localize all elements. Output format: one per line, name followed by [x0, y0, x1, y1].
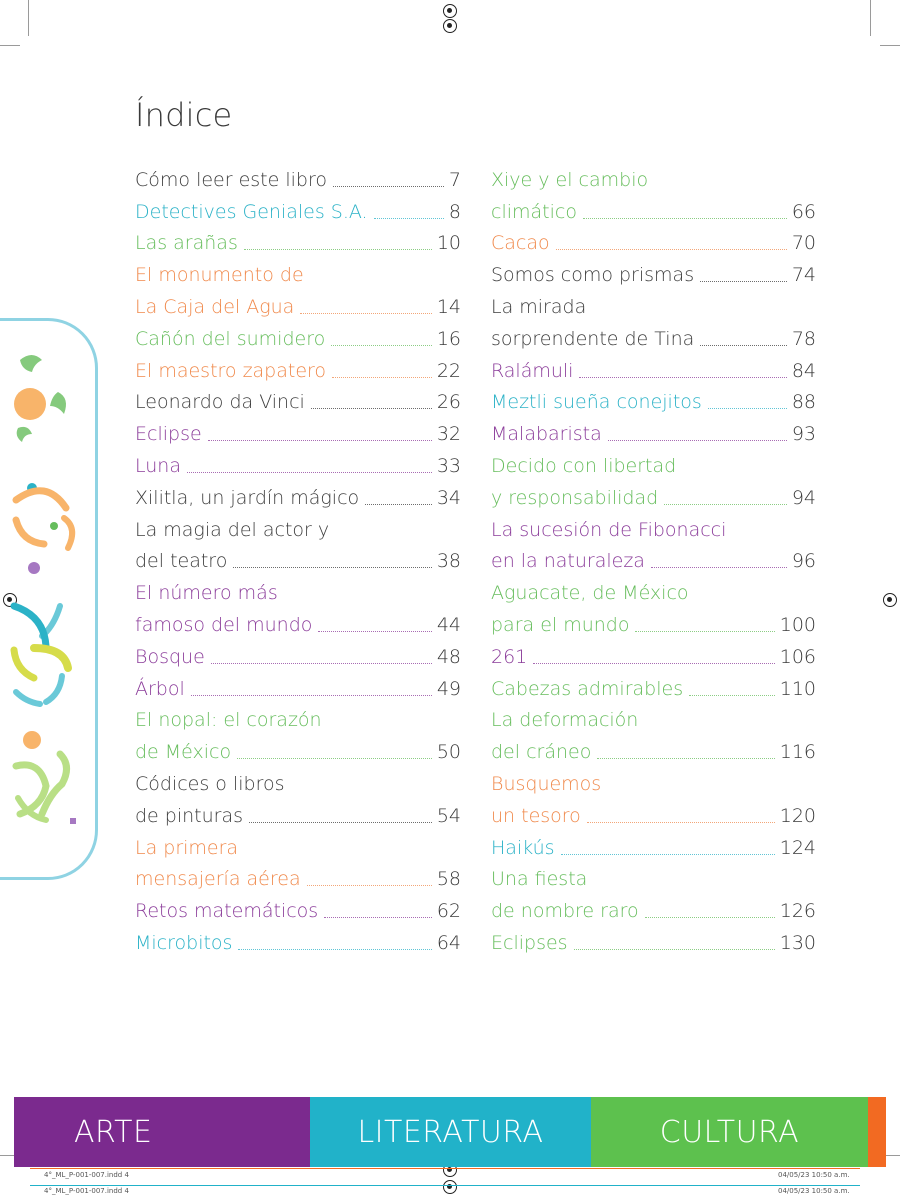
toc-entry-title: Bosque: [135, 645, 205, 668]
toc-entry-title: La Caja del Agua: [135, 295, 295, 318]
category-cultura: CULTURA: [591, 1097, 868, 1167]
toc-page-number: 48: [436, 645, 461, 668]
toc-entry-title: Leonardo da Vinci: [135, 391, 305, 414]
toc-dot-leader: [318, 631, 431, 632]
toc-entry: [491, 194, 816, 226]
crop-mark: [28, 0, 29, 36]
toc-entry: [135, 925, 461, 957]
registration-mark-icon: [883, 593, 897, 607]
toc-entry: [491, 607, 816, 639]
registration-mark-icon: [443, 19, 457, 33]
toc-entry: [135, 862, 461, 894]
toc-page-number: 50: [436, 741, 461, 764]
toc-page-number: 120: [779, 804, 816, 827]
toc-page-number: 124: [779, 836, 816, 859]
toc-entry-title: Códices o libros: [135, 772, 285, 795]
toc-entry-title: Árbol: [135, 677, 185, 700]
toc-dot-leader: [249, 822, 432, 823]
toc-entry-title: para el mundo: [491, 613, 630, 636]
toc-page-number: 78: [791, 327, 816, 350]
toc-page-number: 93: [791, 423, 816, 446]
toc-entry-title: La mirada: [491, 295, 587, 318]
toc-entry: [135, 289, 461, 321]
toc-entry-title: 261: [491, 645, 528, 668]
toc-entry: [135, 544, 461, 576]
toc-entry-title: El número más: [135, 582, 278, 605]
toc-entry: [491, 512, 816, 544]
toc-entry-title: La sucesión de Fibonacci: [491, 518, 727, 541]
toc-page-number: 7: [448, 168, 461, 191]
toc-entry-title: un tesoro: [491, 804, 581, 827]
toc-page-number: 14: [436, 295, 461, 318]
toc-entry-title: Luna: [135, 454, 181, 477]
toc-entry: [491, 575, 816, 607]
registration-mark-icon: [443, 1180, 457, 1194]
toc-page-number: 94: [791, 486, 816, 509]
toc-dot-leader: [561, 854, 775, 855]
toc-page-number: 8: [448, 200, 461, 223]
toc-entry-title: El nopal: el corazón: [135, 709, 322, 732]
toc-dot-leader: [635, 631, 774, 632]
toc-entry-title: del cráneo: [491, 741, 592, 764]
toc-entry: [491, 385, 816, 417]
toc-entry: [491, 830, 816, 862]
toc-page-number: 130: [779, 931, 816, 954]
slug-date: 04/05/23 10:50 a.m.: [778, 1187, 850, 1195]
toc-page-number: 22: [436, 359, 461, 382]
toc-dot-leader: [333, 186, 444, 187]
toc-page-number: 106: [779, 645, 816, 668]
toc-entry: [135, 671, 461, 703]
slug-file: 4°_ML_P-001-007.indd 4: [44, 1187, 129, 1195]
toc-dot-leader: [237, 758, 432, 759]
toc-dot-leader: [574, 949, 775, 950]
toc-entry-title: Eclipses: [491, 931, 568, 954]
toc-entry: [491, 544, 816, 576]
toc-page-number: 84: [791, 359, 816, 382]
toc-entry-title: Somos como prismas: [491, 264, 695, 287]
toc-dot-leader: [238, 949, 431, 950]
toc-entry: [491, 162, 816, 194]
toc-entry-title: Retos matemáticos: [135, 900, 319, 923]
toc-dot-leader: [597, 758, 774, 759]
toc-entry-title: Eclipse: [135, 423, 202, 446]
toc-entry-title: Malabarista: [491, 423, 602, 446]
toc-dot-leader: [587, 822, 775, 823]
toc-entry: [135, 639, 461, 671]
toc-dot-leader: [331, 345, 432, 346]
toc-entry: [135, 162, 461, 194]
toc-dot-leader: [645, 917, 775, 918]
toc-dot-leader: [324, 917, 432, 918]
toc-entry-title: El monumento de: [135, 264, 304, 287]
toc-dot-leader: [187, 472, 432, 473]
registration-mark-icon: [443, 4, 457, 18]
toc-page-number: 62: [436, 900, 461, 923]
toc-entry: [491, 766, 816, 798]
toc-entry-title: Aguacate, de México: [491, 582, 689, 605]
toc-page-number: 32: [436, 423, 461, 446]
toc-entry: [135, 607, 461, 639]
toc-page-number: 66: [791, 200, 816, 223]
toc-entry: [135, 448, 461, 480]
toc-entry: [135, 321, 461, 353]
toc-entry: [135, 893, 461, 925]
toc-dot-leader: [374, 218, 444, 219]
toc-entry: [491, 289, 816, 321]
toc-entry: [135, 798, 461, 830]
toc-entry-title: Una fiesta: [491, 868, 588, 891]
toc-page-number: 26: [436, 391, 461, 414]
crop-mark: [880, 45, 900, 46]
toc-entry-title: Meztli sueña conejitos: [491, 391, 702, 414]
toc-page-number: 49: [436, 677, 461, 700]
toc-page-number: 33: [436, 454, 461, 477]
toc-entry-title: del teatro: [135, 550, 228, 573]
toc-dot-leader: [191, 695, 432, 696]
toc-dot-leader: [311, 408, 432, 409]
toc-entry-title: Xiye y el cambio: [491, 168, 649, 191]
toc-entry-title: Busquemos: [491, 772, 602, 795]
toc-entry-title: famoso del mundo: [135, 613, 313, 636]
toc-page-number: 58: [436, 868, 461, 891]
toc-dot-leader: [651, 567, 787, 568]
toc-entry-title: Microbitos: [135, 931, 233, 954]
toc-entry: [135, 226, 461, 258]
toc-entry: [135, 734, 461, 766]
toc-entry-title: mensajería aérea: [135, 868, 301, 891]
toc-dot-leader: [300, 313, 432, 314]
toc-page-number: 70: [791, 232, 816, 255]
toc-entry-title: de pinturas: [135, 804, 244, 827]
toc-entry-title: La primera: [135, 836, 239, 859]
toc-page-number: 44: [436, 613, 461, 636]
slug-rule: [30, 1185, 860, 1186]
toc-dot-leader: [307, 885, 432, 886]
toc-dot-leader: [700, 281, 787, 282]
toc-entry-title: sorprendente de Tina: [491, 327, 695, 350]
toc-entry: [135, 385, 461, 417]
toc-dot-leader: [579, 377, 786, 378]
toc-dot-leader: [664, 504, 787, 505]
toc-entry: [135, 194, 461, 226]
toc-entry-title: La deformación: [491, 709, 639, 732]
category-edge-strip: [868, 1097, 886, 1167]
toc-page-number: 34: [436, 486, 461, 509]
toc-entry: [491, 798, 816, 830]
toc-entry: [135, 257, 461, 289]
toc-dot-leader: [533, 663, 774, 664]
toc-dot-leader: [365, 504, 432, 505]
toc-entry: [491, 671, 816, 703]
toc-dot-leader: [244, 249, 432, 250]
toc-entry-title: La magia del actor y: [135, 518, 330, 541]
toc-entry: [491, 639, 816, 671]
toc-entry: [135, 575, 461, 607]
toc-entry: [491, 321, 816, 353]
toc-page-number: 64: [436, 931, 461, 954]
toc-entry: [491, 416, 816, 448]
toc-page-number: 126: [779, 900, 816, 923]
toc-entry: [135, 353, 461, 385]
toc-page-number: 96: [791, 550, 816, 573]
toc-entry: [491, 448, 816, 480]
toc-entry-title: Haikús: [491, 836, 555, 859]
decorative-motif-icon: [0, 330, 95, 870]
toc-entry-title: en la naturaleza: [491, 550, 645, 573]
toc-page-number: 116: [779, 741, 816, 764]
slug-file: 4°_ML_P-001-007.indd 4: [44, 1171, 129, 1179]
toc-entry-title: de nombre raro: [491, 900, 639, 923]
toc-entry-title: de México: [135, 741, 232, 764]
toc-entry: [491, 226, 816, 258]
toc-right-column: [491, 162, 816, 957]
toc-entry-title: Decido con libertad: [491, 454, 677, 477]
toc-entry: [135, 830, 461, 862]
toc-entry-title: Las arañas: [135, 232, 238, 255]
toc-dot-leader: [332, 377, 432, 378]
toc-entry: [491, 703, 816, 735]
toc-entry: [491, 925, 816, 957]
toc-entry-title: y responsabilidad: [491, 486, 659, 509]
toc-entry: [491, 257, 816, 289]
toc-page-number: 54: [436, 804, 461, 827]
toc-page-number: 110: [779, 677, 816, 700]
toc-entry: [491, 353, 816, 385]
toc-dot-leader: [700, 345, 787, 346]
category-literatura: LITERATURA: [310, 1097, 591, 1167]
category-bar: [14, 1097, 886, 1167]
crop-mark: [0, 45, 20, 46]
toc-page-number: 38: [436, 550, 461, 573]
toc-dot-leader: [556, 249, 787, 250]
toc-entry-title: Xilitla, un jardín mágico: [135, 486, 360, 509]
toc-dot-leader: [608, 440, 787, 441]
crop-mark: [870, 0, 871, 36]
toc-dot-leader: [708, 408, 787, 409]
toc-entry-title: El maestro zapatero: [135, 359, 327, 382]
toc-entry-title: Cacao: [491, 232, 550, 255]
toc-entry: [491, 734, 816, 766]
toc-entry: [491, 480, 816, 512]
toc-page-number: 88: [791, 391, 816, 414]
toc-dot-leader: [211, 663, 432, 664]
toc-page-number: 10: [436, 232, 461, 255]
toc-entry-title: Cómo leer este libro: [135, 168, 327, 191]
toc-page-number: 74: [791, 264, 816, 287]
toc-dot-leader: [208, 440, 432, 441]
toc-page-number: 16: [436, 327, 461, 350]
toc-dot-leader: [689, 695, 775, 696]
category-arte: ARTE: [14, 1097, 310, 1167]
toc-entry: [491, 862, 816, 894]
toc-entry: [135, 703, 461, 735]
toc-entry-title: Detectives Geniales S.A.: [135, 200, 368, 223]
toc-entry-title: Cabezas admirables: [491, 677, 684, 700]
toc-entry: [135, 512, 461, 544]
page-title: Índice: [135, 96, 233, 134]
toc-entry-title: climático: [491, 200, 577, 223]
toc-dot-leader: [233, 567, 431, 568]
toc-entry-title: Ralámuli: [491, 359, 574, 382]
toc-entry: [491, 893, 816, 925]
toc-entry: [135, 766, 461, 798]
toc-page-number: 100: [779, 613, 816, 636]
toc-entry: [135, 480, 461, 512]
toc-left-column: [135, 162, 461, 957]
toc-entry: [135, 416, 461, 448]
slug-date: 04/05/23 10:50 a.m.: [778, 1171, 850, 1179]
toc-entry-title: Cañón del sumidero: [135, 327, 326, 350]
slug-rule: [30, 1168, 860, 1169]
toc-dot-leader: [583, 218, 787, 219]
